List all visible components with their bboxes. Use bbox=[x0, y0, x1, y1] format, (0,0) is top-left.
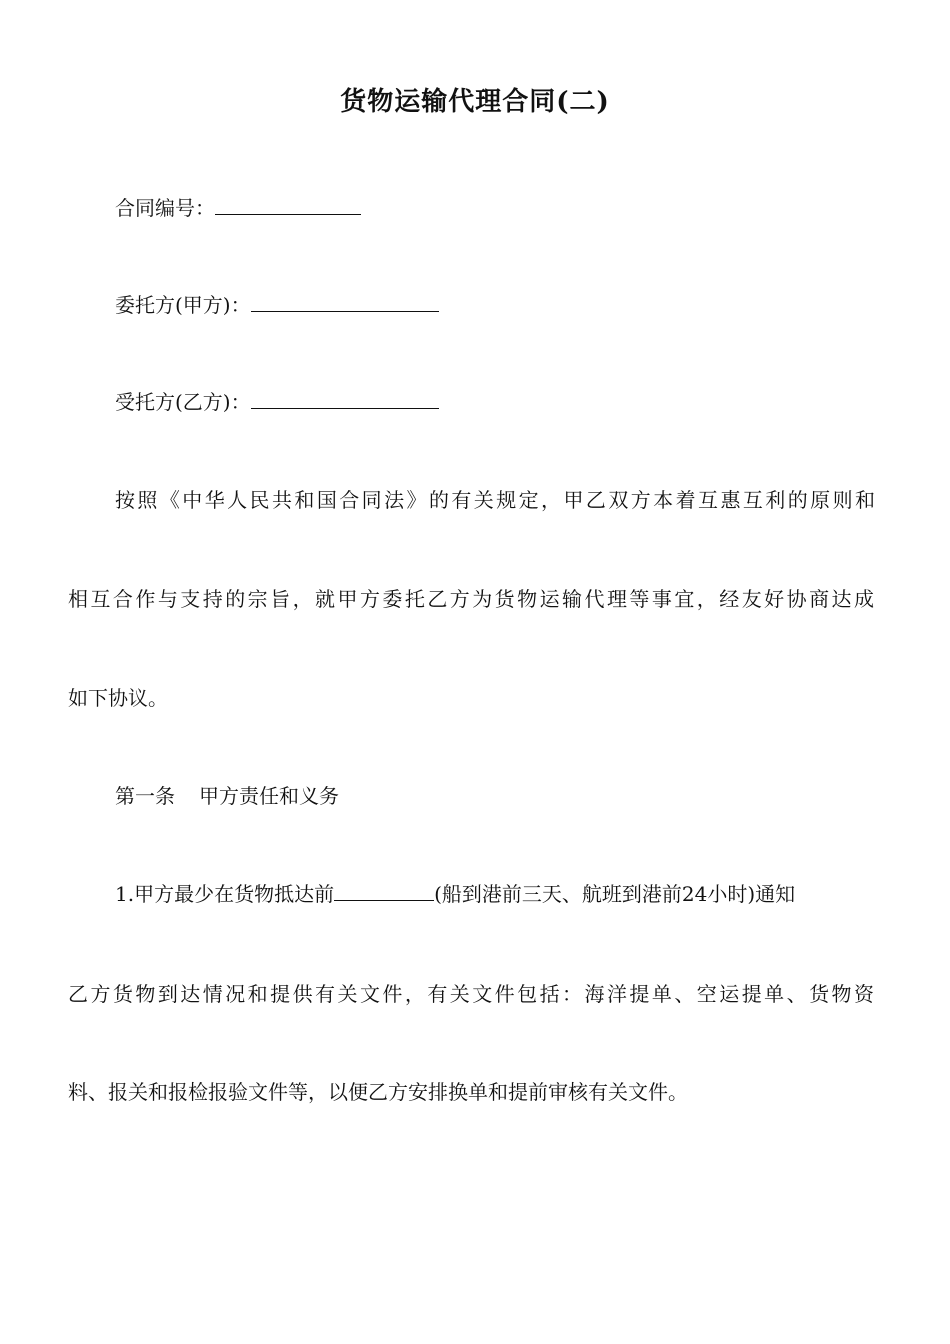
item-1-line-2: 乙方货物到达情况和提供有关文件，有关文件包括：海洋提单、空运提单、货物资 bbox=[68, 982, 874, 1006]
party-a-blank bbox=[251, 293, 439, 312]
party-b-row bbox=[115, 387, 875, 417]
contract-number-row bbox=[115, 193, 875, 223]
contract-number-label: 合同编号： bbox=[115, 196, 215, 220]
item-1-text-before-blank: 1.甲方最少在货物抵达前 bbox=[115, 882, 335, 906]
article-1-number: 第一条 bbox=[115, 784, 175, 808]
document-title: 货物运输代理合同(二) bbox=[340, 87, 610, 117]
party-a-label: 委托方(甲方)： bbox=[115, 293, 251, 317]
intro-line-3: 如下协议。 bbox=[68, 686, 168, 710]
item-1-blank bbox=[334, 882, 434, 901]
item-1-line-1 bbox=[115, 879, 875, 909]
party-b-blank bbox=[251, 390, 439, 409]
article-1-heading bbox=[115, 781, 875, 811]
intro-line-2: 相互合作与支持的宗旨，就甲方委托乙方为货物运输代理等事宜，经友好协商达成 bbox=[68, 587, 874, 611]
party-a-row bbox=[115, 290, 875, 320]
party-b-label: 受托方(乙方)： bbox=[115, 390, 251, 414]
article-1-title: 甲方责任和义务 bbox=[199, 784, 339, 808]
item-1-text-after-blank: (船到港前三天、航班到港前24小时)通知 bbox=[434, 882, 796, 906]
item-1-line-3: 料、报关和报检报验文件等，以便乙方安排换单和提前审核有关文件。 bbox=[68, 1080, 688, 1104]
contract-number-blank bbox=[215, 196, 361, 215]
intro-line-1: 按照《中华人民共和国合同法》的有关规定，甲乙双方本着互惠互利的原则和 bbox=[115, 488, 875, 512]
